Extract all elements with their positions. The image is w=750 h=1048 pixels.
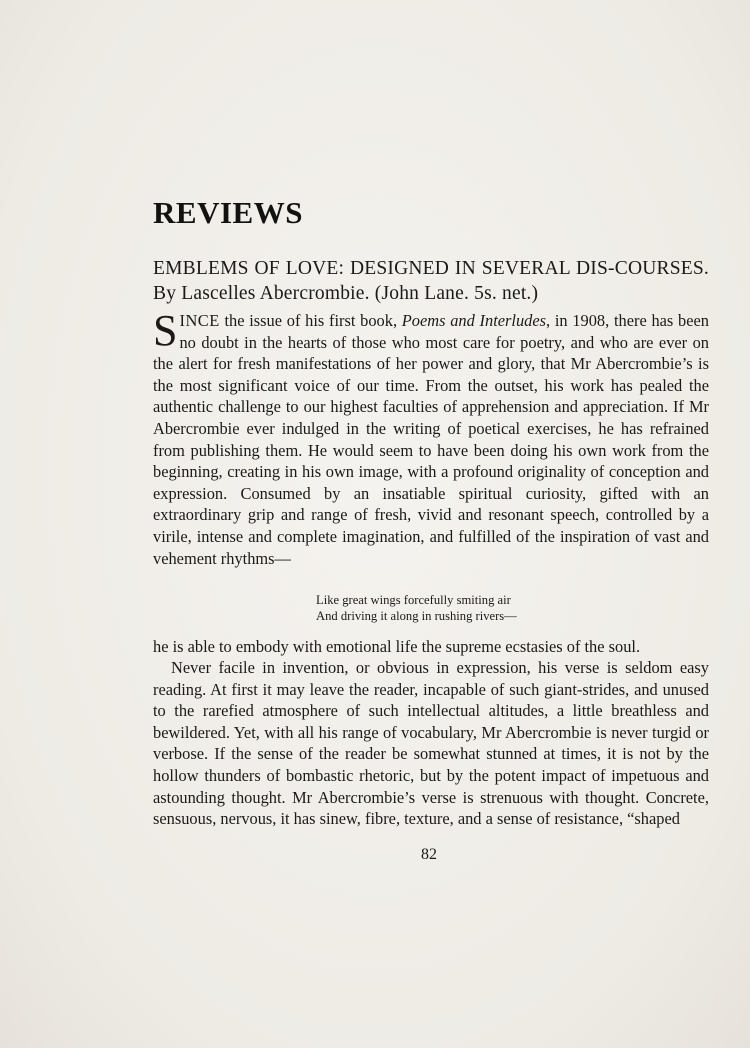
verse-line-1: Like great wings forcefully smiting air [316,593,511,607]
review-heading: EMBLEMS OF LOVE: DESIGNED IN SEVERAL DIS-COURSES. By Lascelles Abercrombie. (John Lane. 5s. net.) [153,258,709,304]
page-number: 82 [421,846,437,863]
lead-caps: INCE [179,311,220,330]
para1-text-after-title: , in 1908, there has been no doubt in the hearts of those who most care for poetry, and who are ever on the alert for fresh manifestations of her power and glory, that Mr Abercrombie’s is the most significant voice of our time. From the outset, his work has pealed the authentic challenge to our highest faculties of apprehension and appreciation. If Mr Abercrombie ever indulged in the writing of poetical exercises, he has refrained from publishing them. He would seem to have been doing his own work from the beginning, creating in his own image, with a profound originality of conception and expression. Consumed by an insatiable spiritual curiosity, gifted with an extraordinary grip and range of fresh, vivid and resonant speech, controlled by a virile, intense and complete imagination, and fulfilled of the inspiration of vast and vehement rhythms— [153,311,709,568]
drop-cap: S [153,306,178,355]
verse-line-2: And driving it along in rushing rivers— [316,609,517,623]
verse-quote [316,592,517,624]
review-paragraph-3: Never facile in invention, or obvious in expression, his verse is seldom easy reading. At first it may leave the reader, incapable of such giant-strides, and unused to the rarefied atmosphere of such intellectual altitudes, a little breathless and bewildered. Yet, with all his range of vocabulary, Mr Abercrombie is never turgid or verbose. If the sense of the reader be somewhat stunned at times, it is not by the hollow thunders of bombastic rhetoric, but by the potent impact of impetuous and astounding thought. Mr Abercrombie’s verse is strenuous with thought. Concrete, sensuous, nervous, it has sinew, fibre, texture, and a sense of resistance, “shaped [153,658,709,829]
book-title: Poems and Interludes [401,311,547,330]
review-paragraph-2: he is able to embody with emotional life the supreme ecstasies of the soul. [153,637,641,656]
section-title: REVIEWS [153,195,303,230]
para1-text-before-title: the issue of his first book, [219,311,402,330]
review-paragraph-1 [153,306,709,569]
